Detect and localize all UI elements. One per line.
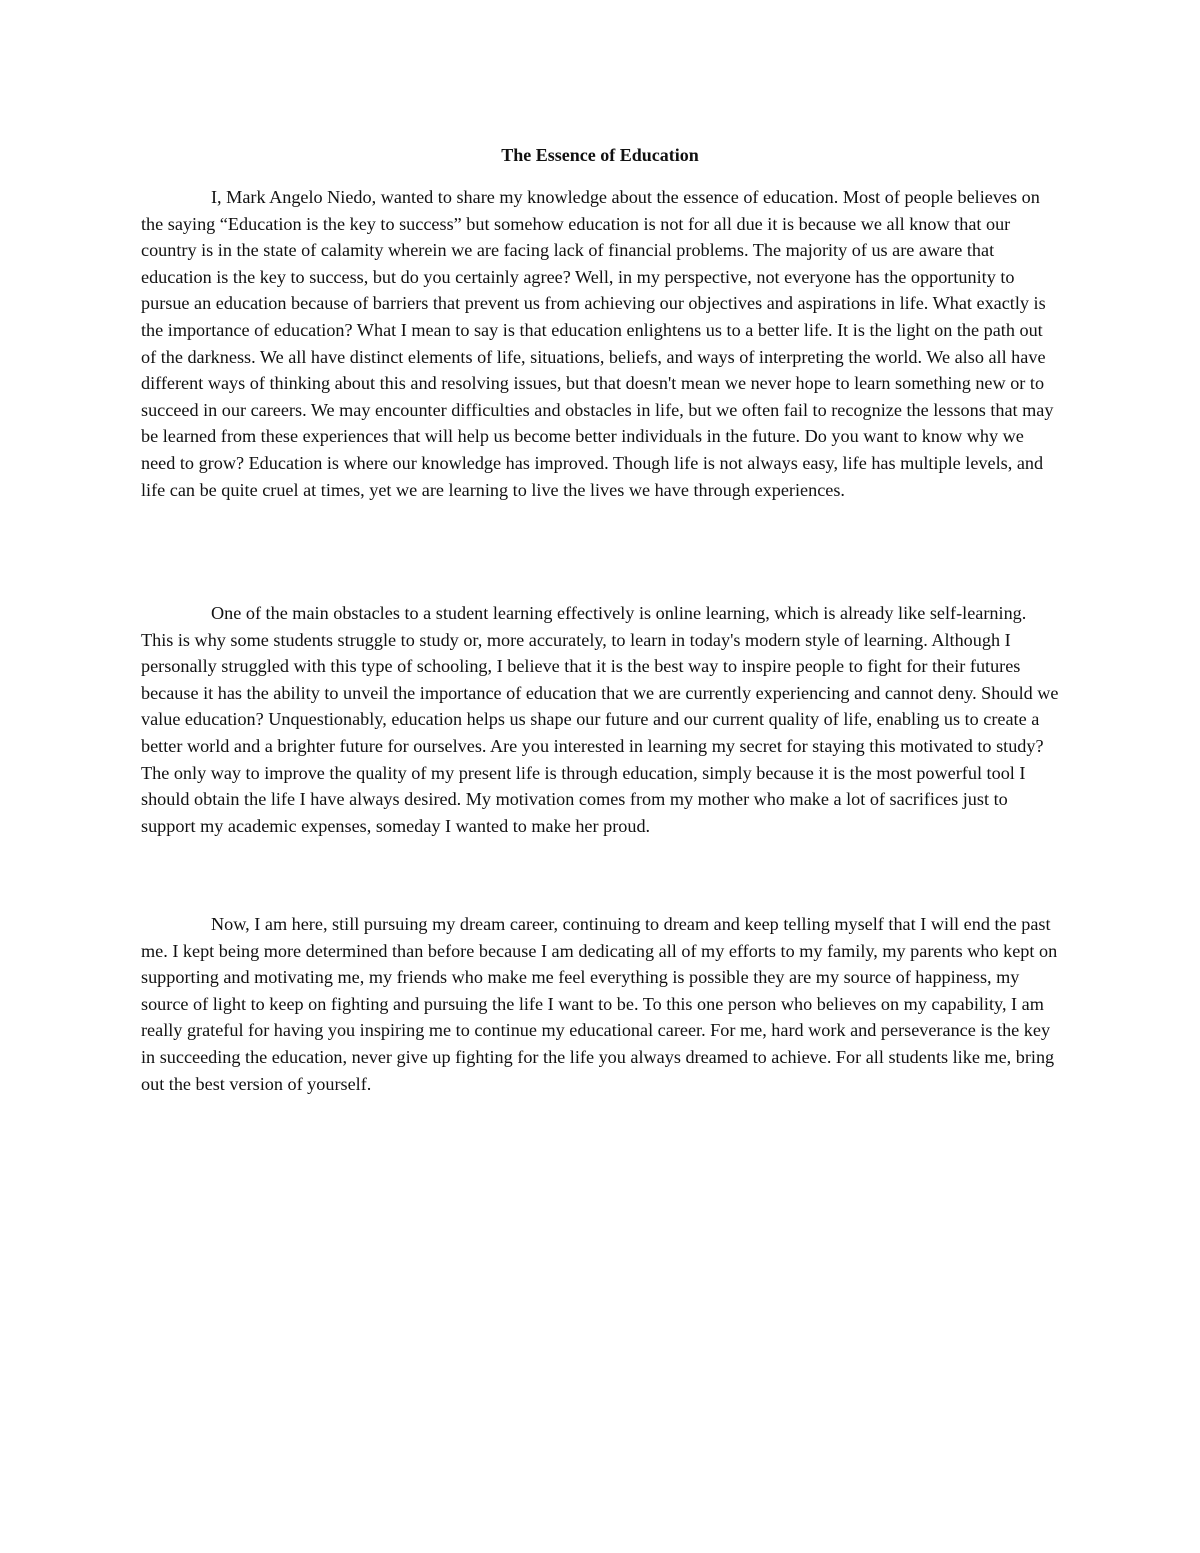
paragraph-1: I, Mark Angelo Niedo, wanted to share my knowledge about the essence of education. Most of people believes on the saying “Education is the key to success” but somehow education is not for all due it is because we all know that our country is in the state of calamity wherein we are facing lack of financial problems. The majority of us are aware that education is the key to success, but do you certainly agree? Well, in my perspective, not everyone has the opportunity to pursue an education because of barriers that prevent us from achieving our objectives and aspirations in life. What exactly is the importance of education? What I mean to say is that education enlightens us to a better life. It is the light on the path out of the darkness. We all have distinct elements of life, situations, beliefs, and ways of interpreting the world. We also all have different ways of thinking about this and resolving issues, but that doesn't mean we never hope to learn something new or to succeed in our careers. We may encounter difficulties and obstacles in life, but we often fail to recognize the lessons that may be learned from these experiences that will help us become better individuals in the future. Do you want to know why we need to grow? Education is where our knowledge has improved. Though life is not always easy, life has multiple levels, and life can be quite cruel at times, yet we are learning to live the lives we have through experiences. [141, 187, 1054, 500]
paragraph-2: One of the main obstacles to a student learning effectively is online learning, which is already like self-learning. This is why some students struggle to study or, more accurately, to learn in today's modern style of learning. Although I personally struggled with this type of schooling, I believe that it is the best way to inspire people to fight for their futures because it has the ability to unveil the importance of education that we are currently experiencing and cannot deny. Should we value education? Unquestionably, education helps us shape our future and our current quality of life, enabling us to create a better world and a brighter future for ourselves. Are you interested in learning my secret for staying this motivated to study? The only way to improve the quality of my present life is through education, simply because it is the most powerful tool I should obtain the life I have always desired. My motivation comes from my mother who make a lot of sacrifices just to support my academic expenses, someday I wanted to make her proud. [141, 603, 1059, 836]
document-title: The Essence of Education [501, 145, 699, 165]
paragraph-3: Now, I am here, still pursuing my dream career, continuing to dream and keep telling myself that I will end the past me. I kept being more determined than before because I am dedicating all of my efforts to my family, my parents who kept on supporting and motivating me, my friends who make me feel everything is possible they are my source of happiness, my source of light to keep on fighting and pursuing the life I want to be. To this one person who believes on my capability, I am really grateful for having you inspiring me to continue my educational career. For me, hard work and perseverance is the key in succeeding the education, never give up fighting for the life you always dreamed to achieve. For all students like me, bring out the best version of yourself. [141, 914, 1058, 1094]
